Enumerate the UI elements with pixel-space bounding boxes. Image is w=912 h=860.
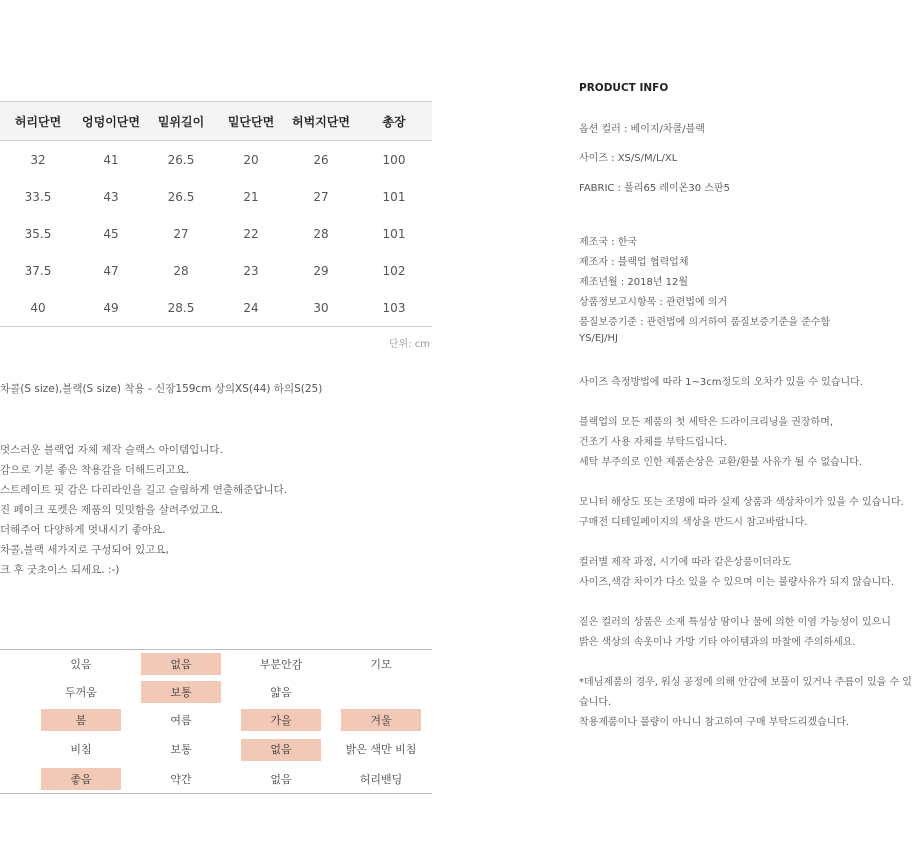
table-cell: 47: [103, 263, 119, 278]
info-line: 제조년월 : 2018년 12월: [579, 277, 689, 288]
table-cell: 101: [382, 226, 406, 241]
feature-cell: 밝은 색만 비침: [345, 743, 417, 756]
feature-cell: [341, 681, 421, 703]
feature-row: [0, 765, 432, 793]
table-cell: 28: [313, 226, 329, 241]
table-cell: 49: [103, 300, 119, 315]
feature-cell-selected: 겨울: [341, 709, 421, 731]
size-table-body: [0, 141, 432, 327]
feature-cell: 없음: [270, 772, 292, 786]
feature-cell-selected: 보통: [141, 681, 221, 703]
feature-cell-selected: 가을: [241, 709, 321, 731]
info-line: 제조자 : 블랙업 협력업체: [579, 257, 689, 268]
table-cell: 100: [382, 152, 406, 167]
info-line: 건조기 사용 자체를 부탁드립니다.: [579, 437, 727, 448]
table-cell: 40: [30, 300, 46, 315]
table-row: [0, 141, 432, 178]
table-cell: 101: [382, 189, 406, 204]
info-line: 사이즈,색감 차이가 다소 있을 수 있으며 이는 불량사유가 되지 않습니다.: [579, 577, 895, 588]
feature-cell: 있음: [70, 657, 92, 671]
feature-cell: 부분안감: [259, 657, 303, 671]
table-row: [0, 178, 432, 215]
product-info-title: PRODUCT INFO: [579, 82, 669, 94]
info-line: 사이즈 측정방법에 따라 1~3cm정도의 오차가 있을 수 있습니다.: [579, 377, 863, 388]
info-line: *데님제품의 경우, 워싱 공정에 의해 안감에 보풀이 있거나 주름이 있을 수 있: [579, 677, 912, 688]
description-line: 감으로 기분 좋은 착용감을 더해드리고요.: [0, 464, 190, 476]
header-hem: 밑단단면: [227, 114, 275, 129]
table-cell: 33.5: [24, 189, 52, 204]
table-cell: 28: [173, 263, 189, 278]
table-cell: 20: [243, 152, 259, 167]
info-line: 블랙업의 모든 제품의 첫 세탁은 드라이크리닝을 권장하며,: [579, 417, 834, 428]
table-cell: 29: [313, 263, 329, 278]
info-line: FABRIC : 폴리65 레이온30 스판5: [579, 183, 730, 194]
table-cell: 43: [103, 189, 119, 204]
info-line: YS/EJ/HJ: [579, 333, 618, 344]
table-cell: 23: [243, 263, 259, 278]
feature-cell: 보통: [170, 743, 192, 756]
table-row: [0, 215, 432, 252]
info-line: 습니다.: [579, 697, 612, 708]
feature-cell: 여름: [170, 713, 192, 727]
description-line: 멋스러운 블랙업 자체 제작 슬랙스 아이템입니다.: [0, 444, 223, 456]
info-line: 세탁 부주의로 인한 제품손상은 교환/환불 사유가 될 수 없습니다.: [579, 457, 863, 468]
feature-cell: 약간: [170, 772, 192, 786]
table-cell: 45: [103, 226, 119, 241]
table-cell: 35.5: [24, 226, 52, 241]
feature-cell: 얇음: [270, 685, 292, 699]
info-line: 사이즈 : XS/S/M/L/XL: [579, 153, 678, 164]
info-line: 구매전 디테일페이지의 색상을 반드시 참고바랍니다.: [579, 517, 808, 528]
feature-cell-selected: 없음: [141, 653, 221, 675]
header-hip: 엉덩이단면: [82, 114, 140, 129]
table-cell: 102: [382, 263, 406, 278]
feature-cell: 비침: [70, 743, 92, 756]
table-cell: 26: [313, 152, 329, 167]
feature-cell-selected: 없음: [241, 739, 321, 761]
header-length: 총장: [382, 114, 406, 129]
header-rise: 밑위길이: [157, 114, 205, 129]
feature-row: [0, 706, 432, 734]
table-cell: 27: [173, 226, 189, 241]
product-description: [0, 440, 432, 580]
feature-table: [0, 649, 432, 794]
table-cell: 28.5: [167, 300, 195, 315]
info-line: 컬러별 제작 과정, 시기에 따라 같은상품이더라도: [579, 557, 792, 568]
header-thigh: 허벅지단면: [292, 114, 350, 129]
description-line: 진 페이크 포켓은 제품의 밋밋함을 살려주었고요.: [0, 504, 223, 516]
feature-cell: 허리밴딩: [359, 772, 403, 786]
table-row: [0, 289, 432, 326]
model-info: 차콜(S size),블랙(S size) 착용 - 신장159cm 상의XS(44) 하의S(25): [0, 383, 323, 395]
info-line: 짙은 컬러의 상품은 소재 특성상 땀이나 물에 의한 이염 가능성이 있으니: [579, 617, 891, 628]
size-table-header: [0, 101, 432, 141]
table-cell: 22: [243, 226, 259, 241]
table-cell: 24: [243, 300, 259, 315]
description-line: 크 후 굿초이스 되세요. :-): [0, 564, 120, 576]
feature-row: [0, 678, 432, 706]
feature-row: [0, 650, 432, 678]
description-line: 더해주어 다양하게 멋내시기 좋아요.: [0, 524, 166, 536]
feature-cell-selected: 봄: [41, 709, 121, 731]
feature-cell: 기모: [370, 657, 392, 671]
description-line: 차콜,블랙 세가지로 구성되어 있고요,: [0, 544, 169, 556]
feature-cell: 두꺼움: [65, 685, 97, 699]
table-cell: 26.5: [167, 189, 195, 204]
info-line: 품질보증기준 : 관련법에 의거하여 품질보증기준을 준수함: [579, 317, 831, 328]
header-waist: 허리단면: [14, 114, 62, 129]
description-line: 스트레이트 핏 감은 다리라인을 길고 슬림하게 연출해준답니다.: [0, 484, 288, 496]
table-cell: 21: [243, 189, 259, 204]
table-cell: 32: [30, 152, 46, 167]
table-cell: 103: [382, 300, 406, 315]
feature-cell-selected: 좋음: [41, 768, 121, 790]
size-table: [0, 101, 432, 327]
feature-row: [0, 734, 432, 765]
table-cell: 27: [313, 189, 329, 204]
table-cell: 41: [103, 152, 119, 167]
unit-label: 단위: cm: [388, 339, 430, 350]
info-line: 밝은 색상의 속옷이나 가방 기타 아이템과의 마찰에 주의하세요.: [579, 637, 856, 648]
table-cell: 26.5: [167, 152, 195, 167]
info-line: 착용제품이나 불량이 아니니 참고하여 구매 부탁드리겠습니다.: [579, 717, 850, 728]
info-line: 옵션 컬러 : 베이지/차콜/블랙: [579, 124, 705, 135]
info-line: 상품정보고시항목 : 관련법에 의거: [579, 297, 728, 308]
table-row: [0, 252, 432, 289]
info-line: 제조국 : 한국: [579, 237, 638, 248]
info-line: 모니터 해상도 또는 조명에 따라 실제 상품과 색상차이가 있을 수 있습니다.: [579, 497, 904, 508]
table-cell: 37.5: [24, 263, 52, 278]
table-cell: 30: [313, 300, 329, 315]
